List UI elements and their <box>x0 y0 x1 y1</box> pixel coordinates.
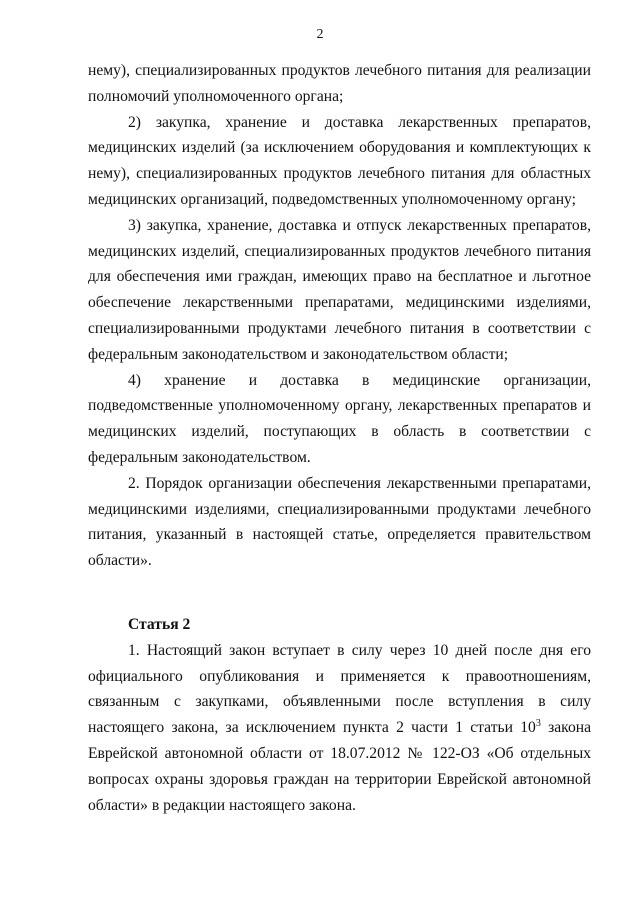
page-number: 2 <box>316 27 324 42</box>
article-2-paragraph <box>88 638 591 819</box>
paragraph-item-3: 3) закупка, хранение, доставка и отпуск лекарственных препаратов, медицинских изделий, специализированных продуктов лечебного питания для обеспечения ими граждан, имеющих право на бесплатное и льготное обеспечение лекарственными препаратами, медицинскими изделиями, специализированными продуктами лечебного питания в соответствии с федеральным законодательством и законодательством области; <box>88 216 591 363</box>
article-heading: Статья 2 <box>128 615 191 633</box>
article-2-text-end: закона Еврейской автономной области от 18.07.2012 № 122-ОЗ «Об отдельных вопросах охраны здоровья граждан на территории Еврейской автономной области» в редакции настоящего закона. <box>88 719 592 814</box>
document-body <box>88 58 591 818</box>
article-2-text-start: 1. Настоящий закон вступает в силу через 10 дней после дня его официального опубликования и применяется к правоотношениям, связанным с закупками, объявленными после вступления в силу настоящего закона, за исключением пункта 2 части 1 статьи 10 <box>88 641 591 737</box>
paragraph-item-2: 2) закупка, хранение и доставка лекарственных препаратов, медицинских изделий (за исключением оборудования и комплектующих к нему), специализированных продуктов лечебного питания для областных медицинских организаций, подведомственных уполномоченному органу; <box>88 113 591 208</box>
paragraph-continuation: нему), специализированных продуктов лечебного питания для реализации полномочий уполномоченного органа; <box>88 62 591 105</box>
paragraph-item-4: 4) хранение и доставка в медицинские организации, подведомственные уполномоченному органу, лекарственных препаратов и медицинских изделий, поступающих в область в соответствии с федеральным законодательством. <box>88 371 591 466</box>
article-number-superscript: 3 <box>535 717 541 729</box>
paragraph-part-2: 2. Порядок организации обеспечения лекарственными препаратами, медицинскими изделиями, специализированными продуктами лечебного питания, указанный в настоящей статье, определяется правительством области». <box>88 474 591 570</box>
